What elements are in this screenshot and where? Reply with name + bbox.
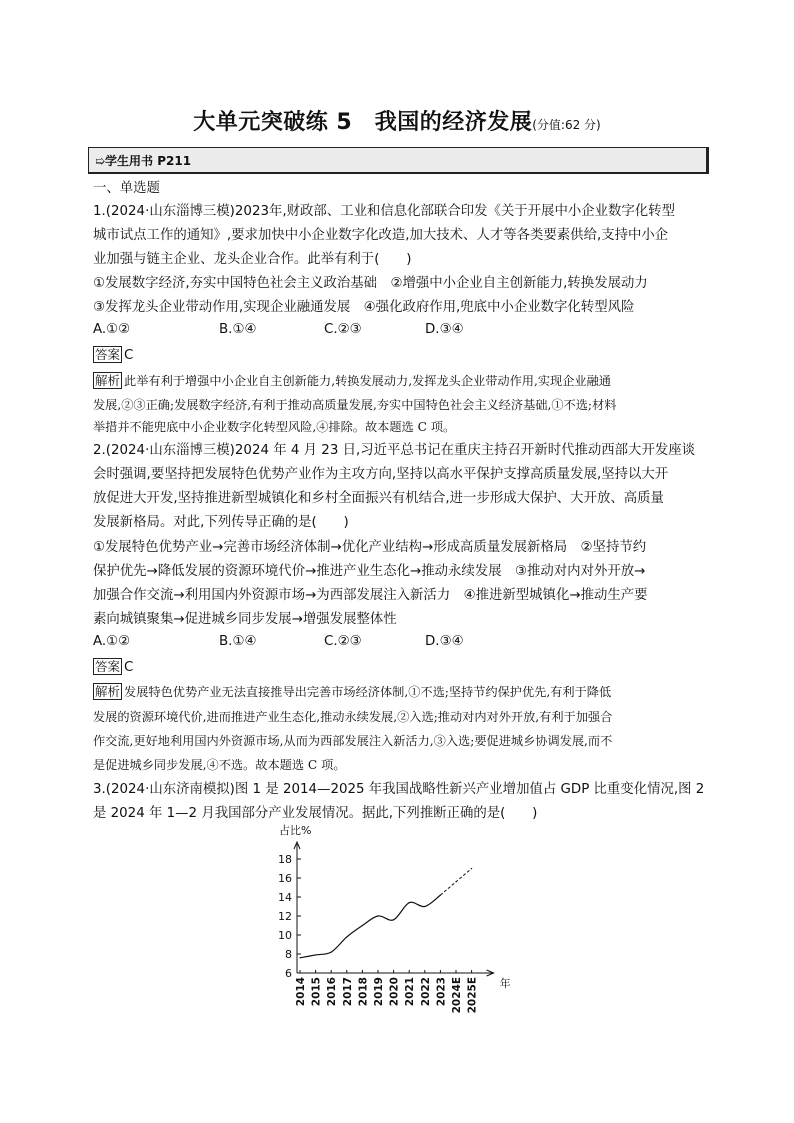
question-1-line: 业加强与链主企业、龙头企业合作。此举有利于( )	[93, 252, 412, 267]
y-tick-label: 14	[278, 891, 292, 904]
x-tick-label: 2018	[357, 977, 370, 1007]
answer-tag: 答案	[95, 347, 121, 362]
y-tick-label: 6	[285, 967, 292, 980]
answer-row	[93, 657, 133, 679]
data-point	[315, 954, 316, 955]
question-3-line: 是 2024 年 1—2 月我国部分产业发展情况。据此,下列推断正确的是( )	[93, 806, 538, 821]
question-2-line: ①发展特色优势产业→完善市场经济体制→优化产业结构→形成高质量发展新格局 ②坚持节约	[93, 540, 647, 555]
question-2-line: 会时强调,要坚持把发展特色优势产业作为主攻方向,坚持以高水平保护支撑高质量发展,坚持以大开	[93, 467, 669, 482]
data-point	[331, 952, 332, 953]
page-title-main: 大单元突破练 5 我国的经济发展	[193, 110, 533, 135]
question-3-line: 3.(2024·山东济南模拟)图 1 是 2014—2025 年我国战略性新兴产业增加值占 GDP 比重变化情况,图 2	[93, 782, 705, 797]
x-axis-label: 年	[499, 977, 511, 990]
data-point	[471, 868, 472, 869]
question-2-line: 加强合作交流→利用国内外资源市场→为西部发展注入新活力 ④推进新型城镇化→推动生产要	[93, 588, 648, 603]
y-tick-label: 18	[278, 853, 292, 866]
option-a: A.①②	[93, 322, 131, 337]
analysis-line	[93, 370, 611, 392]
y-tick-label: 12	[278, 910, 292, 923]
answer-tag: 答案	[95, 659, 121, 674]
x-tick-label: 2017	[341, 977, 354, 1007]
option-a: A.①②	[93, 634, 131, 649]
analysis-line: 发展,②③正确;发展数字经济,有利于推动高质量发展,夯实中国特色社会主义经济基础,①不选;材料	[93, 398, 617, 412]
data-point	[346, 936, 347, 937]
answer-value: C	[124, 348, 134, 363]
option-d: D.③④	[425, 322, 464, 337]
option-d: D.③④	[425, 634, 464, 649]
data-point	[440, 895, 441, 896]
analysis-line: 是促进城乡同步发展,④不选。故本题选 C 项。	[93, 758, 346, 772]
x-tick-label: 2014	[295, 977, 307, 1007]
analysis-tag: 解析	[95, 373, 121, 388]
x-tick-label: 2019	[373, 977, 385, 1007]
x-tick-label: 2020	[388, 977, 401, 1007]
section-heading: 一、单选题	[93, 181, 160, 196]
analysis-text: 发展特色优势产业无法直接推导出完善市场经济体制,①不选;坚持节约保护优先,有利于降低	[124, 685, 612, 699]
data-point	[299, 957, 300, 958]
x-tick-label: 2024E	[451, 977, 463, 1014]
y-axis-label: 占比%	[279, 824, 312, 837]
x-tick-label: 2022	[419, 977, 432, 1007]
y-tick-label: 16	[278, 872, 292, 885]
analysis-line: 发展的资源环境代价,进而推进产业生态化,推动永续发展,②入选;推动对内对外开放,有利于加强合	[93, 710, 613, 724]
question-2-line: 2.(2024·山东淄博三模)2024 年 4 月 23 日,习近平总书记在重庆主持召开新时代推动西部大开发座谈	[93, 443, 696, 458]
x-tick-label: 2025E	[466, 977, 479, 1014]
question-1-line: 1.(2024·山东淄博三模)2023年,财政部、工业和信息化部联合印发《关于开展中小企业数字化转型	[93, 204, 675, 219]
option-b: B.①④	[219, 634, 257, 649]
answer-row	[93, 345, 133, 367]
option-b: B.①④	[219, 322, 257, 337]
analysis-line: 作交流,更好地利用国内外资源市场,从而为西部发展注入新活力,③入选;要促进城乡协调发展,而不	[93, 734, 613, 748]
page-title	[0, 105, 794, 136]
series-line-actual	[300, 895, 440, 958]
analysis-text: 此举有利于增强中小企业自主创新能力,转换发展动力,发挥龙头企业带动作用,实现企业融通	[124, 374, 611, 388]
data-point	[393, 919, 394, 920]
student-book-page-ref: ➯学生用书 P211	[95, 154, 192, 168]
answer-value: C	[124, 660, 134, 675]
strategic-industry-share-chart	[250, 822, 550, 1022]
analysis-line: 举措并不能兜底中小企业数字化转型风险,④排除。故本题选 C 项。	[93, 420, 456, 434]
question-2-line: 素向城镇聚集→促进城乡同步发展→增强发展整体性	[93, 612, 397, 627]
student-book-banner	[88, 147, 709, 174]
data-point	[424, 906, 425, 907]
x-tick-label: 2015	[310, 977, 323, 1007]
question-2-line: 放促进大开发,坚持推进新型城镇化和乡村全面振兴有机结合,进一步形成大保护、大开放、高质量	[93, 491, 664, 506]
x-tick-label: 2021	[404, 977, 417, 1007]
analysis-line	[93, 681, 611, 703]
option-c: C.②③	[324, 634, 362, 649]
y-tick-label: 10	[278, 929, 292, 942]
option-c: C.②③	[324, 322, 362, 337]
data-point	[377, 915, 378, 916]
question-1-line: ①发展数字经济,夯实中国特色社会主义政治基础 ②增强中小企业自主创新能力,转换发展动力	[93, 276, 648, 291]
x-tick-label: 2016	[326, 977, 339, 1007]
question-2-line: 保护优先→降低发展的资源环境代价→推进产业生态化→推动永续发展 ③推动对内对外开放→	[93, 564, 646, 579]
data-point	[455, 881, 456, 882]
data-point	[362, 925, 363, 926]
question-1-line: 城市试点工作的通知》,要求加快中小企业数字化改造,加大技术、人才等各类要素供给,支持中小企	[93, 228, 669, 243]
x-tick-label: 2023	[435, 977, 448, 1007]
question-2-line: 发展新格局。对此,下列传导正确的是( )	[93, 515, 349, 530]
question-1-line: ③发挥龙头企业带动作用,实现企业融通发展 ④强化政府作用,兜底中小企业数字化转型风险	[93, 300, 635, 315]
score-note: (分值:62 分)	[532, 118, 601, 132]
y-tick-label: 8	[285, 948, 292, 961]
analysis-tag: 解析	[95, 684, 121, 699]
data-point	[409, 902, 410, 903]
